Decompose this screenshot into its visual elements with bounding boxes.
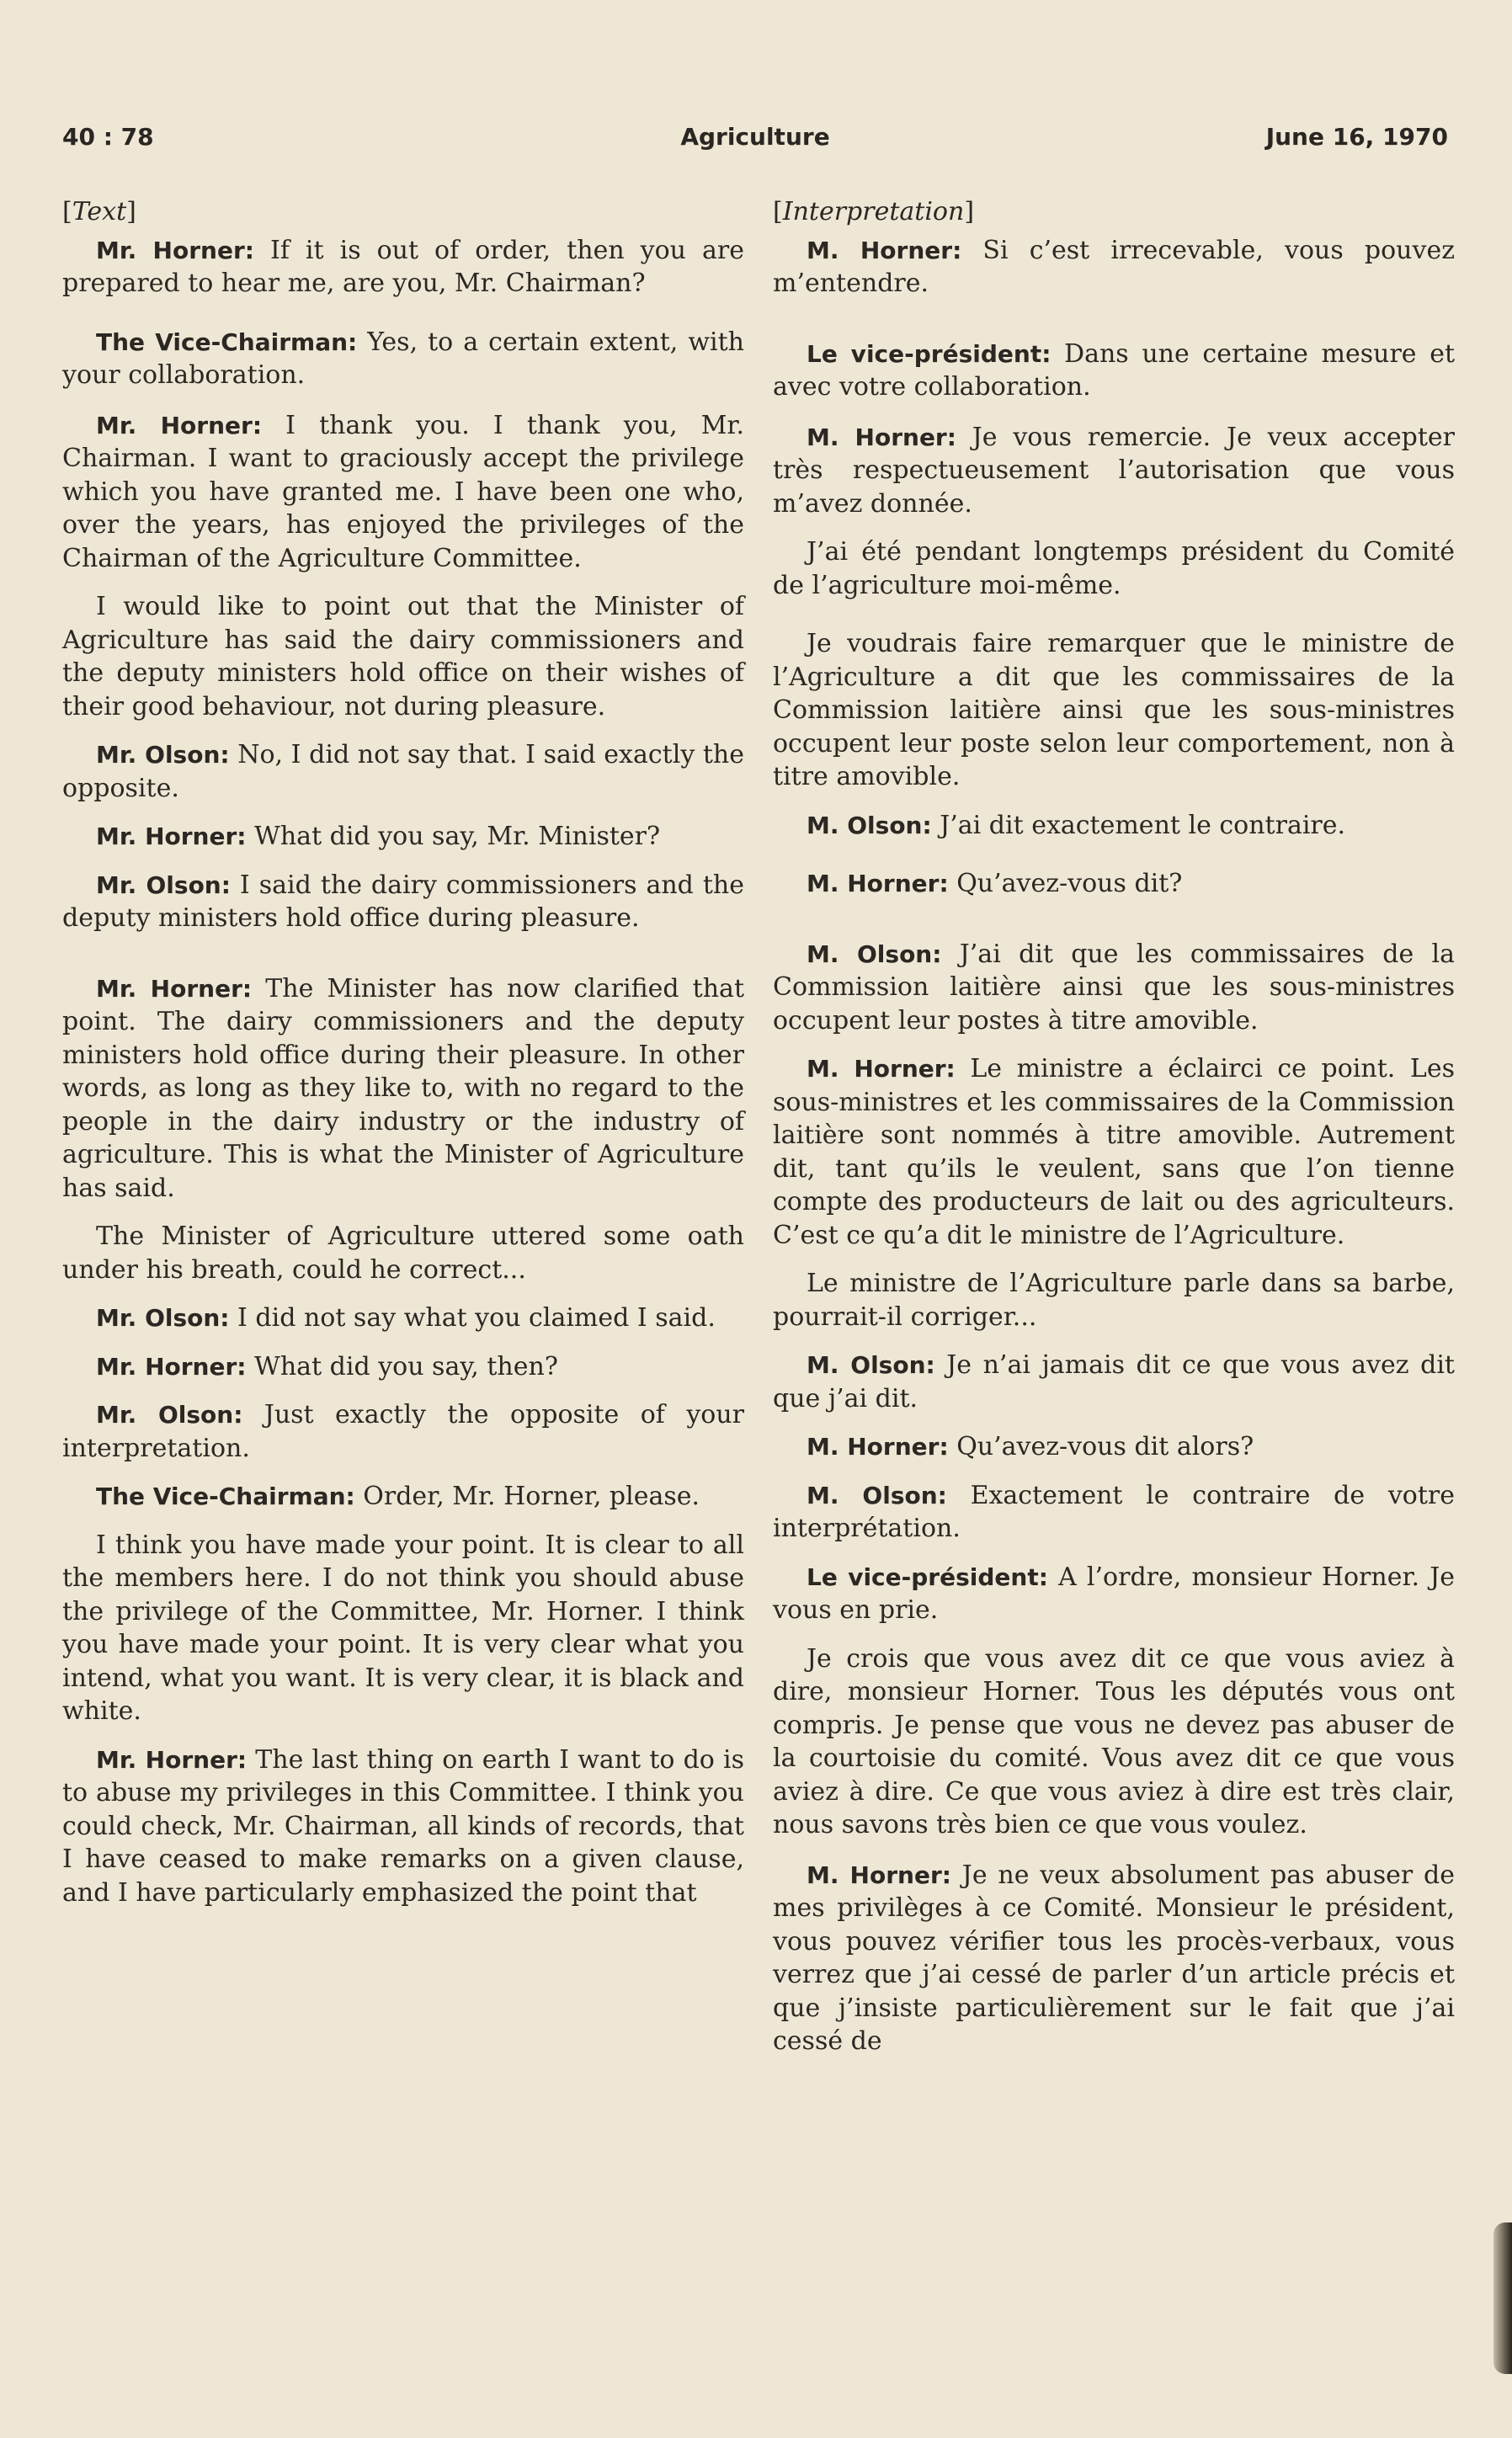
paragraph: [773, 1479, 1455, 1546]
paragraph: [62, 1220, 744, 1286]
speaker-name: M. Horner:: [807, 870, 949, 897]
speech-text: I think you have made your point. It is clear to all the members here. I do not think you should abuse the privilege of the Committee, Mr. Horner. I think you have made your point. It is very clear what you intend, what you want. It is very clear, it is black and white.: [62, 1530, 744, 1726]
paragraph: [773, 1430, 1455, 1464]
speech-text: J’ai dit exactement le contraire.: [931, 810, 1346, 840]
speaker-name: M. Horner:: [807, 1433, 949, 1461]
speech-text: J’ai été pendant longtemps président du Comité de l’agriculture moi-même.: [773, 537, 1455, 600]
speaker-name: M. Horner:: [807, 1860, 951, 1889]
speech-text: Exactement le contraire de votre interprétation.: [773, 1480, 1455, 1543]
paragraph: [62, 972, 744, 1206]
paragraph: [62, 1480, 744, 1514]
speaker-name: M. Olson:: [807, 940, 942, 968]
paragraph: [62, 1350, 744, 1384]
speaker-name: M. Olson:: [807, 1481, 947, 1509]
paragraph: [62, 1302, 744, 1335]
speech-text: If it is out of order, then you are prepared to hear me, are you, Mr. Chairman?: [62, 235, 744, 298]
speech-text: I did not say what you claimed I said.: [229, 1303, 716, 1333]
speech-text: No, I did not say that. I said exactly the opposite.: [62, 740, 745, 803]
speech-text: Je n’ai jamais dit ce que vous avez dit que j’ai dit.: [773, 1350, 1455, 1413]
speaker-name: Mr. Olson:: [96, 870, 231, 899]
paragraph: [62, 1398, 744, 1465]
speaker-name: Mr. Horner:: [96, 1352, 247, 1381]
speaker-name: M. Horner:: [807, 1055, 956, 1083]
speech-text: Le ministre a éclairci ce point. Les sous-ministres et les commissaires de la Commission laitière sont nommés à titre amovible. Autrement dit, tant qu’ils le veulent, sans que l’on tienne compte des producteurs de lait ou des agriculteurs. C’est ce qu’a dit le ministre de l’Agriculture.: [773, 1054, 1455, 1250]
speech-text: Si c’est irrecevable, vous pouvez m’entendre.: [773, 235, 1455, 298]
paragraph: [773, 1349, 1455, 1415]
paragraph: [773, 809, 1455, 843]
paragraph: [773, 1642, 1455, 1842]
speech-text: Just exactly the opposite of your interpretation.: [62, 1400, 744, 1463]
speech-text: Je vous remercie. Je veux accepter très respectueusement l’autorisation que vous m’avez donnée.: [773, 422, 1455, 519]
speech-text: I thank you. I thank you, Mr. Chairman. I want to graciously accept the privilege which you have granted me. I have been one who, over the years, has enjoyed the privileges of the Chairman of the Agriculture Committee.: [62, 410, 744, 573]
speaker-name: Mr. Olson:: [96, 741, 230, 769]
paragraph: [62, 590, 744, 723]
speaker-name: M. Horner:: [807, 423, 956, 451]
page-header: [62, 123, 1448, 160]
speaker-name: The Vice-Chairman:: [96, 1482, 355, 1510]
paragraph: [62, 820, 744, 854]
paragraph: [62, 234, 744, 301]
english-column: [62, 195, 744, 1924]
speech-text: Je crois que vous avez dit ce que vous aviez à dire, monsieur Horner. Tous les députés vous ont compris. Je pense que vous ne devez pas abuser de la courtoisie du comité. Vous avez dit ce que vous aviez à dire. Ce que vous aviez à dire est très clair, nous savons très bien ce que vous voulez.: [773, 1643, 1455, 1839]
speaker-name: The Vice-Chairman:: [96, 327, 358, 356]
speaker-name: Mr. Horner:: [96, 411, 263, 439]
speaker-name: Mr. Olson:: [96, 1401, 243, 1429]
speaker-name: M. Olson:: [807, 811, 932, 839]
speech-text: Yes, to a certain extent, with your collaboration.: [62, 327, 744, 390]
speech-text: Dans une certaine mesure et avec votre collaboration.: [773, 338, 1456, 402]
speaker-name: Le vice-président:: [807, 1562, 1048, 1591]
speaker-name: Mr. Horner:: [96, 236, 254, 264]
page-title: Agriculture: [680, 123, 830, 151]
paragraph: [773, 627, 1455, 794]
speech-text: A l’ordre, monsieur Horner. Je vous en prie.: [773, 1562, 1455, 1625]
paragraph: [62, 869, 744, 935]
page-edge-shadow: [1493, 2222, 1512, 2374]
speech-text: Order, Mr. Horner, please.: [354, 1482, 700, 1511]
paragraph: [773, 1267, 1455, 1333]
speaker-name: Mr. Horner:: [96, 1745, 248, 1774]
paragraph: [773, 338, 1455, 404]
speech-text: I would like to point out that the Minister of Agriculture has said the dairy commissioners and the deputy ministers hold office on their wishes of their good behaviour, not during pleasure.: [62, 592, 744, 721]
paragraph: [62, 1529, 744, 1728]
paragraph: [773, 1052, 1455, 1252]
speaker-name: Le vice-président:: [807, 339, 1051, 368]
page-number: 40 : 78: [62, 123, 154, 151]
section-label: [Text]: [62, 197, 136, 226]
speech-text: What did you say, then?: [246, 1351, 558, 1381]
paragraph: [773, 421, 1455, 521]
speech-text: Le ministre de l’Agriculture parle dans sa barbe, pourrait-il corriger...: [773, 1269, 1455, 1332]
paragraph: [62, 409, 744, 576]
speech-text: What did you say, Mr. Minister?: [246, 822, 661, 851]
paragraph: [62, 326, 744, 392]
speech-text: The Minister of Agriculture uttered some oath under his breath, could he correct...: [62, 1222, 744, 1285]
paragraph: [773, 234, 1455, 301]
speech-text: Qu’avez-vous dit alors?: [948, 1432, 1254, 1461]
speaker-name: Mr. Horner:: [96, 822, 247, 850]
paragraph: [773, 867, 1455, 901]
paragraph: [773, 535, 1455, 602]
speaker-name: M. Horner:: [807, 236, 962, 264]
speech-text: I said the dairy commissioners and the deputy ministers hold office during pleasure.: [62, 870, 744, 933]
paragraph: [62, 738, 744, 805]
paragraph: [773, 938, 1455, 1038]
speaker-name: Mr. Horner:: [96, 974, 253, 1003]
speech-text: The last thing on earth I want to do is to abuse my privileges in this Committee. I think you could check, Mr. Chairman, all kinds of records, that I have ceased to make remarks on a given clause, and I have particularly emphasized the point that: [62, 1744, 744, 1908]
page-date: June 16, 1970: [1265, 123, 1448, 151]
speech-text: The Minister has now clarified that point. The dairy commissioners and the deputy ministers hold office during their pleasure. In other words, as long as they like to, with no regard to the people in the dairy industry or the industry of agriculture. This is what the Minister of Agriculture has said.: [62, 973, 744, 1203]
speech-text: Je voudrais faire remarquer que le ministre de l’Agriculture a dit que les commissaires de la Commission laitière ainsi que les sous-ministres occupent leur poste selon leur comportement, non à titre amovible.: [773, 629, 1455, 791]
speech-text: Je ne veux absolument pas abuser de mes privilèges à ce Comité. Monsieur le président, vous pouvez vérifier tous les procès-verbaux, vous verrez que j’ai cessé de parler d’un article précis et que j’insiste particulièrement sur le fait que j’ai cessé de: [773, 1860, 1456, 2056]
speech-text: Qu’avez-vous dit?: [948, 869, 1183, 898]
french-column: [773, 195, 1455, 2073]
paragraph: [773, 1859, 1455, 2058]
paragraph: [773, 1561, 1455, 1627]
speech-text: J’ai dit que les commissaires de la Commission laitière ainsi que les sous-ministres occupent leur postes à titre amovible.: [773, 939, 1455, 1035]
paragraph: [62, 1743, 744, 1910]
speaker-name: Mr. Olson:: [96, 1304, 230, 1332]
section-label: [Interpretation]: [773, 197, 975, 226]
speaker-name: M. Olson:: [807, 1351, 935, 1379]
